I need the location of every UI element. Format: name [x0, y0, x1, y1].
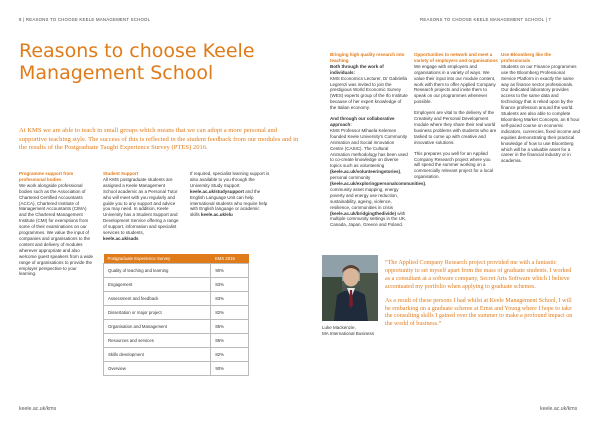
table-row	[104, 362, 249, 376]
table-cell-label: Quality of teaching and learning	[104, 264, 211, 278]
table-cell-label: Engagement	[104, 278, 211, 292]
student-photo-illustration	[322, 255, 378, 321]
table-cell-label: Resources and services	[104, 334, 211, 348]
col-student-support-body: All KMS postgraduate students are assigned a Keele Management School academic as a Personal Tutor who will meet with you regularly and guide you to any support and advice you may need. In addition, Keele University has a Student Support and Development Service offering a range of support, information and specialist services to students,	[103, 176, 179, 236]
table-row	[104, 292, 249, 306]
personal-communities-link[interactable]: (keele.ac.uk/exploringpersonalcommunities)	[330, 181, 426, 187]
col-research-teaching-heading: Bringing high quality research into teaching	[330, 52, 405, 63]
testimonial-quote-p1: “The Applied Company Research project provided me with a fantastic opportunity to set myself apart from the mass of graduate students. I worked as a consultant at a software company, Secret Arts Software which I believe accentuated my portfolio when applying to graduate schemes.	[385, 260, 572, 290]
col-bloomberg	[501, 52, 581, 164]
table-row	[104, 320, 249, 334]
page-header-left: 8 | REASONS TO CHOOSE KEELE MANAGEMENT SCHOOL	[19, 17, 151, 22]
table-cell-value: 85%	[211, 320, 249, 334]
page-title-line2: Management School	[19, 62, 214, 84]
photo-caption-name: Luke Mackenzie,	[322, 325, 356, 330]
col-programme-support-body: We work alongside professional bodies such as the Association of Chartered Certified Accountants (ACCA), Chartered Institute of Management Accountants (CIMA) and the Chartered Management Institute (CMI) for exemptions from some of their examinations on our programmes. We value the input of companies and organisations to the content and delivery of modules wherever appropriate and also welcome guest speakers from a wide range of organisations to provide the employer perspective to your learning.	[19, 182, 94, 277]
page-header-right: REASONS TO CHOOSE KEELE MANAGEMENT SCHOOL | 7	[420, 17, 552, 22]
testimonial-quote-p2: As a result of these persons I had whilst at Keele Management School, I will be embarking on a graduate scheme at Ernst and Young where I hope to take the consulting skills I gained over the summer to make a profound impact on the world of business.”	[385, 297, 573, 328]
table-cell-label: Skills development	[104, 348, 211, 362]
survey-table	[103, 254, 249, 376]
survey-table-header	[104, 254, 249, 264]
table-cell-value: 82%	[211, 306, 249, 320]
table-cell-label: Dissertation or major project	[104, 306, 211, 320]
col-student-support	[103, 171, 179, 242]
intro-paragraph: At KMS we are able to teach in small groups which means that we can adopt a more personal and supportive teaching style. The success of this is reflected in the student feedback from our modules and in the results of the Postgraduate Taught Experience Survey (PTES) 2016.	[19, 127, 299, 152]
table-row	[104, 334, 249, 348]
col-research-sub1: Both through the work of individuals:	[330, 63, 384, 75]
bridging-divide-link[interactable]: (keele.ac.uk/bridgingthedivide)	[330, 210, 397, 216]
footer-link-left[interactable]: keele.ac.uk/kms	[19, 406, 57, 412]
table-cell-label: Organisation and Management	[104, 320, 211, 334]
table-cell-value: 90%	[211, 362, 249, 376]
survey-table-header-value: KMS 2016	[211, 254, 249, 264]
table-row	[104, 306, 249, 320]
photo-caption-programme: MA International Business	[322, 330, 375, 336]
photo-caption	[322, 325, 392, 337]
table-cell-value: 82%	[211, 348, 249, 362]
table-row	[104, 348, 249, 362]
col-research-p2a: KMS Professor Mihaela Kelemen founded Keele University's Community Animation and Social Innovation Centre (CASIC). The Cultural Animation methodology has been used to co-create knowledge on diverse topics such as volunteering	[330, 127, 408, 169]
table-cell-label: Assessment and feedback	[104, 292, 211, 306]
col-bloomberg-body: Students on our Finance programmes use the Bloomberg Professional Service Platform in exactly the same way as finance sector professionals. Our dedicated laboratory provides access to the same data and technology that is relied upon by the finance profession around the world. Students are also able to complete Bloomberg Market Concepts, an 8 hour self-paced course on economic indicators, currencies, fixed income and equities demonstrating their practical knowledge of how to use Bloomberg which will be a valuable asset for a career in the financial industry or in academia.	[501, 63, 581, 164]
col-bloomberg-heading: Use Bloomberg like the professionals	[501, 52, 552, 63]
student-photo	[322, 255, 378, 321]
col-research-p2d: with multiple community settings in the UK, Canada, Japan, Greece and Poland.	[330, 210, 407, 228]
table-cell-value: 90%	[211, 264, 249, 278]
table-cell-value: 86%	[211, 334, 249, 348]
page-title-line1: Reasons to choose Keele	[19, 40, 255, 62]
table-cell-value: 83%	[211, 292, 249, 306]
col-learning-support-body: If required, specialist learning support is also available to you through the University Study Support	[190, 171, 270, 188]
volunteering-link[interactable]: (keele.ac.uk/volunteeringstories)	[330, 169, 401, 175]
col-research-sub2: And through our collaborative approach:	[330, 116, 395, 127]
study-support-link[interactable]: keele.ac.uk/studysupport	[190, 188, 245, 194]
col-research-teaching	[330, 52, 427, 228]
col-programme-support	[19, 171, 95, 277]
col-research-p1: KMS Economics Lecturer, Dr Gabriella Legrenzi was invited to join the prestigious World Economic Survey (WES) experts group of the Ifo Institute because of her expert knowledge of the Italian economy.	[330, 75, 408, 111]
table-cell-label: Overview	[104, 362, 211, 376]
col-research-p2b: , personal community	[330, 169, 402, 181]
col-networking-p3: This prepares you well for an Applied Company Research project where you will spend the summer working on a commercially relevant project for a local organisation.	[414, 150, 494, 180]
col-networking	[414, 52, 498, 180]
page-title	[19, 40, 301, 84]
col-learning-support-mid: and the English Language Unit can help international students who require help with English language or academic skills	[190, 188, 268, 218]
col-programme-support-heading: Programme support from professional bodies	[19, 171, 74, 182]
footer-link-right[interactable]: keele.ac.uk/kms	[540, 406, 578, 412]
table-row	[104, 278, 249, 292]
col-networking-p2: Employers are vital to the delivery of the Creativity and Personal Development module where they share their real world business problems with students who are tasked to come up with creative and innovative solutions.	[414, 110, 497, 145]
testimonial-quote	[385, 260, 575, 335]
table-cell-value: 83%	[211, 278, 249, 292]
col-learning-support	[190, 171, 270, 218]
col-student-support-heading: Student Support	[103, 171, 139, 176]
col-networking-p1: We engage with employers and organisations in a variety of ways. We value their input into our module content, work with them to offer Applied Company Research projects and invite them to speak on our programmes whenever possible.	[414, 63, 496, 105]
survey-table-header-label: Postgraduate Experience Survey	[104, 254, 211, 264]
table-row	[104, 264, 249, 278]
sads-link[interactable]: keele.ac.uk/sads	[103, 235, 139, 241]
elu-link[interactable]: keele.ac.uk/elu	[201, 212, 233, 218]
col-research-p2c: , community asset mapping, energy poverty and energy use reduction, sustainability, ageing, violence, resilience, communities in crisis	[330, 181, 427, 210]
col-networking-heading: Opportunities to network and meet a variety of employers and organisations	[414, 52, 498, 63]
